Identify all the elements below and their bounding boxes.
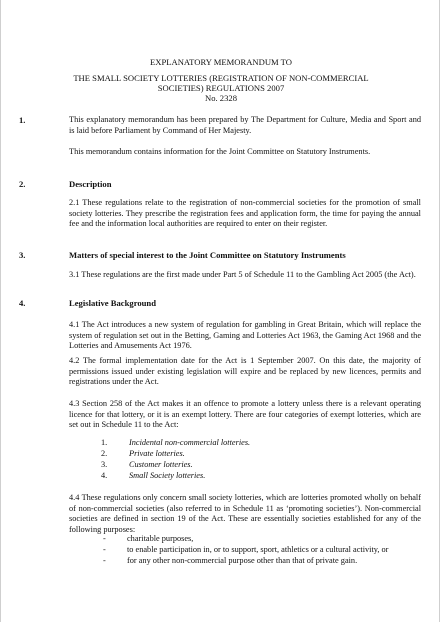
regulation-number: No. 2328 (205, 93, 237, 103)
purpose-item: for any other non-commercial purpose other than that of private gain. (127, 556, 358, 565)
paragraph-4-1: 4.1 The Act introduces a new system of regulation for gambling in Great Britain, which will replace the system of regulation set out in the Betting, Gaming and Lotteries Act 1963, the Gaming Act 1968 and the Lotteries and Amusements Act 1976. (69, 320, 421, 351)
purpose-bullet: - (103, 545, 106, 554)
purpose-item: charitable purposes, (127, 534, 194, 543)
exempt-list-number: 4. (101, 471, 108, 480)
section-1-number: 1. (19, 115, 26, 125)
section-3-number: 3. (19, 250, 26, 260)
section-1-paragraph-a: This explanatory memorandum has been prepared by The Department for Culture, Media and Sport and is laid before Parliament by Command of Her Majesty. (69, 115, 421, 135)
exempt-list-item: Customer lotteries. (129, 460, 193, 469)
regulation-title-line1: THE SMALL SOCIETY LOTTERIES (REGISTRATION OF NON-COMMERCIAL (73, 73, 369, 83)
paragraph-4-2: 4.2 The formal implementation date for the Act is 1 September 2007. On this date, the majority of permissions issued under existing legislation will expire and be replaced by new licences, permits and registrations under the Act. (69, 356, 421, 387)
paragraph-4-3: 4.3 Section 258 of the Act makes it an offence to promote a lottery unless there is a relevant operating licence for that lottery, or it is an exempt lottery. There are four categories of exempt lotteries, which are set out in Schedule 11 to the Act: (69, 399, 421, 430)
exempt-list-number: 1. (101, 438, 108, 447)
section-3-heading: Matters of special interest to the Joint Committee on Statutory Instruments (69, 250, 346, 260)
exempt-list-item: Private lotteries. (129, 449, 185, 458)
paragraph-3-1: 3.1 These regulations are the first made under Part 5 of Schedule 11 to the Gambling Act 2005 (the Act). (69, 270, 416, 279)
paragraph-4-4: 4.4 These regulations only concern small society lotteries, which are lotteries promoted wholly on behalf of non-commercial societies (also referred to in Schedule 11 as ‘promoting societies’). Non-commercial societies are defined in section 19 of the Act. These are essentially societies established for any of the following purposes: (69, 493, 421, 534)
exempt-list-number: 2. (101, 449, 108, 458)
exempt-list-item: Incidental non-commercial lotteries. (129, 438, 251, 447)
section-4-number: 4. (19, 298, 26, 308)
section-1-paragraph-b: This memorandum contains information for the Joint Committee on Statutory Instruments. (69, 147, 371, 156)
purpose-item: to enable participation in, or to support, sport, athletics or a cultural activity, or (127, 545, 389, 554)
section-4-heading: Legislative Background (69, 298, 156, 308)
exempt-list-number: 3. (101, 460, 108, 469)
section-2-number: 2. (19, 179, 26, 189)
memo-title: EXPLANATORY MEMORANDUM TO (150, 57, 292, 67)
purpose-bullet: - (103, 556, 106, 565)
section-2-heading: Description (69, 179, 112, 189)
exempt-list-item: Small Society lotteries. (129, 471, 206, 480)
paragraph-2-1: 2.1 These regulations relate to the registration of non-commercial societies for the promotion of small society lotteries. They prescribe the registration fees and application form, the time for paying the annual fee and the information local authorities are required to enter on their register. (69, 198, 421, 229)
regulation-title-line2: SOCIETIES) REGULATIONS 2007 (157, 83, 285, 93)
purpose-bullet: - (103, 534, 106, 543)
